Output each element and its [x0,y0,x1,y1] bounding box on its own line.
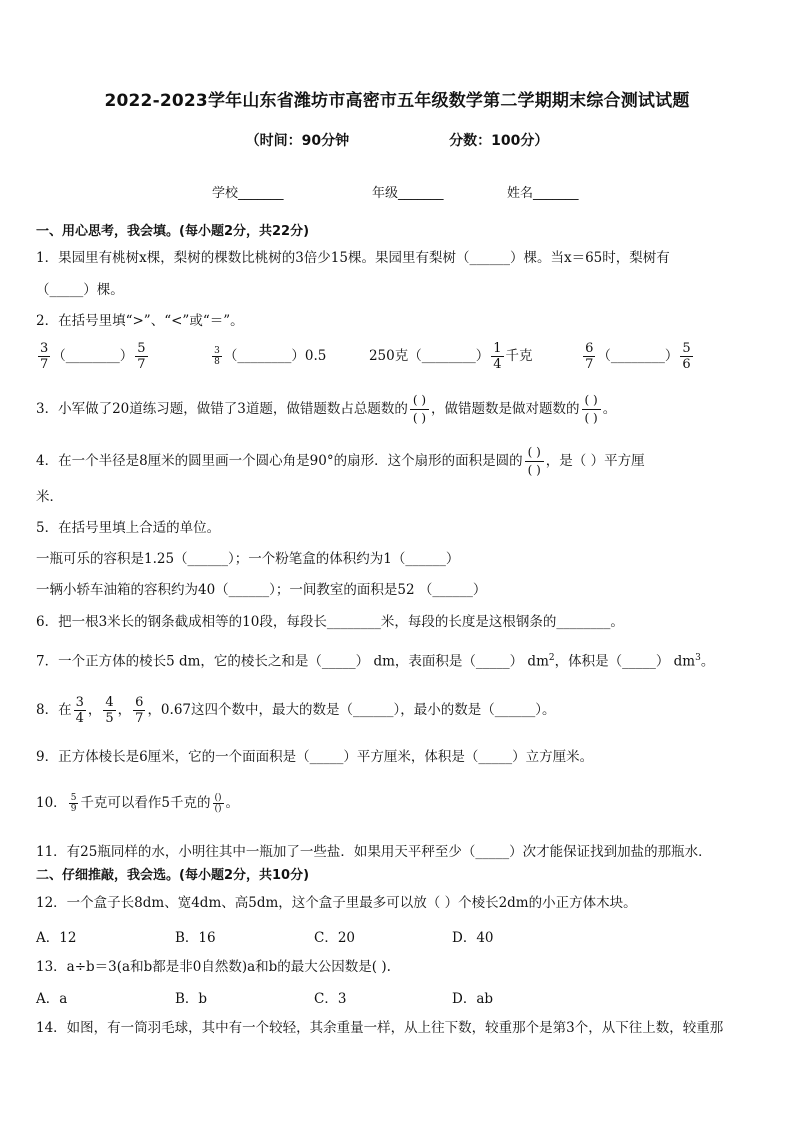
question-13: 13．a÷b＝3(a和b都是非0自然数)a和b的最大公因数是( ). [36,959,391,975]
answer-blank: （________） [52,348,134,364]
option-b: B．16 [175,930,216,946]
question-5: 5．在括号里填上合适的单位。 [36,520,221,536]
page-title: 2022-2023学年山东省潍坊市高密市五年级数学第二学期期末综合测试试题 [104,91,690,111]
fraction: $\frac{5}{9}$ [70,793,77,814]
option-a: A．a [36,991,68,1007]
answer-blank: （________） [408,348,490,364]
option-c: C．20 [314,930,356,946]
fraction: $\frac{4}{5}$ [105,695,114,726]
answer-blank: （________） [223,348,305,364]
fraction: $\frac{5}{6}$ [682,341,691,372]
question-8: 8．在 $\frac{3}{4}$ ， $\frac{4}{5}$ ， $\frac{6}{7}$ ，0.67这四个数中，最大的数是（______），最小的数是（______）。 [36,695,556,726]
question-9: 9．正方体棱长是6厘米，它的一个面面积是（_____）平方厘米，体积是（_____）立方厘米。 [36,749,594,765]
fraction: $\frac{1}{4}$ [493,341,502,372]
blank-fraction: $\frac{( )}{( )}$ [582,392,601,427]
option-d: D．40 [452,930,494,946]
option-d: D．ab [452,991,494,1007]
fraction: $\frac{3}{4}$ [75,695,84,726]
name-field: 姓名_______ [507,186,579,201]
blank-fraction: $\frac{()}{()}$ [214,793,222,814]
question-3: 3．小军做了20道练习题，做错了3道题，做错题数占总题数的 $\frac{( )}{( )}$ ，做错题数是做对题数的 $\frac{( )}{( )}$ 。 [36,393,617,425]
question-5b: 一辆小轿车油箱的容积约为40（______）；一间教室的面积是52 （______） [36,582,487,598]
question-5a: 一瓶可乐的容积是1.25（______）；一个粉笔盒的体积约为1（______） [36,551,460,567]
fraction: $\frac{5}{7}$ [137,341,146,372]
option-a: A．12 [36,930,77,946]
blank-fraction: $\frac{( )}{( )}$ [525,444,544,479]
grade-field: 年级_______ [372,186,444,201]
option-c: C．3 [314,991,347,1007]
question-2-items: $\frac{3}{7}$ （________） $\frac{5}{7}$ $\frac{3}{8}$ （________）0.5 250克（________） $\frac{1}{4}$ 千克 $\frac{6}{7}$ （________） $\frac{5}{6}$ [40,341,691,372]
fraction: $\frac{3}{7}$ [40,341,49,372]
question-7: 7．一个正方体的棱长5 dm，它的棱长之和是（_____） dm，表面积是（_____） $dm^2$，体积是（_____） $dm^3$。 [36,653,715,670]
fraction: $\frac{6}{7}$ [585,341,594,372]
answer-blank: （________） [597,348,679,364]
school-field: 学校_______ [212,186,284,201]
fraction: $\frac{3}{8}$ [214,346,220,367]
question-4: 4．在一个半径是8厘米的圆里画一个圆心角是90°的扇形．这个扇形的面积是圆的 $\frac{( )}{( )}$ ，是（ ）平方厘 [36,445,645,477]
question-10: 10． $\frac{5}{9}$ 千克可以看作5千克的 $\frac{()}{()}$ 。 [36,793,240,814]
question-11: 11．有25瓶同样的水，小明往其中一瓶加了一些盐．如果用天平秤至少（_____）次才能保证找到加盐的那瓶水． [36,844,712,860]
exam-subtitle [0,130,794,150]
exam-time: （时间：90分钟 [245,133,350,149]
question-1-line2: （_____）棵。 [36,282,124,298]
question-4-line2: 米． [36,489,63,505]
question-1-line1: 1．果园里有桃树x棵，梨树的棵数比桃树的3倍少15棵。果园里有梨树（______）棵。当x＝65时，梨树有 [36,250,670,266]
section2-heading: 二、仔细推敲，我会选。(每小题2分，共10分) [36,868,310,883]
option-b: B．b [175,991,208,1007]
question-12: 12．一个盒子长8dm、宽4dm、高5dm，这个盒子里最多可以放（ ）个棱长2dm的小正方体木块。 [36,895,637,911]
question-6: 6．把一根3米长的钢条截成相等的10段，每段长________米，每段的长度是这根钢条的________。 [36,614,624,630]
section1-heading: 一、用心思考，我会填。(每小题2分，共22分) [36,224,310,239]
question-2: 2．在括号里填“>”、“<”或“＝”。 [36,313,244,329]
exam-score: 分数：100分） [449,133,549,149]
question-14: 14．如图，有一筒羽毛球，其中有一个较轻，其余重量一样，从上往下数，较重那个是第3个，从下往上数，较重那 [36,1020,724,1036]
fraction: $\frac{6}{7}$ [135,695,144,726]
blank-fraction: $\frac{( )}{( )}$ [410,392,429,427]
